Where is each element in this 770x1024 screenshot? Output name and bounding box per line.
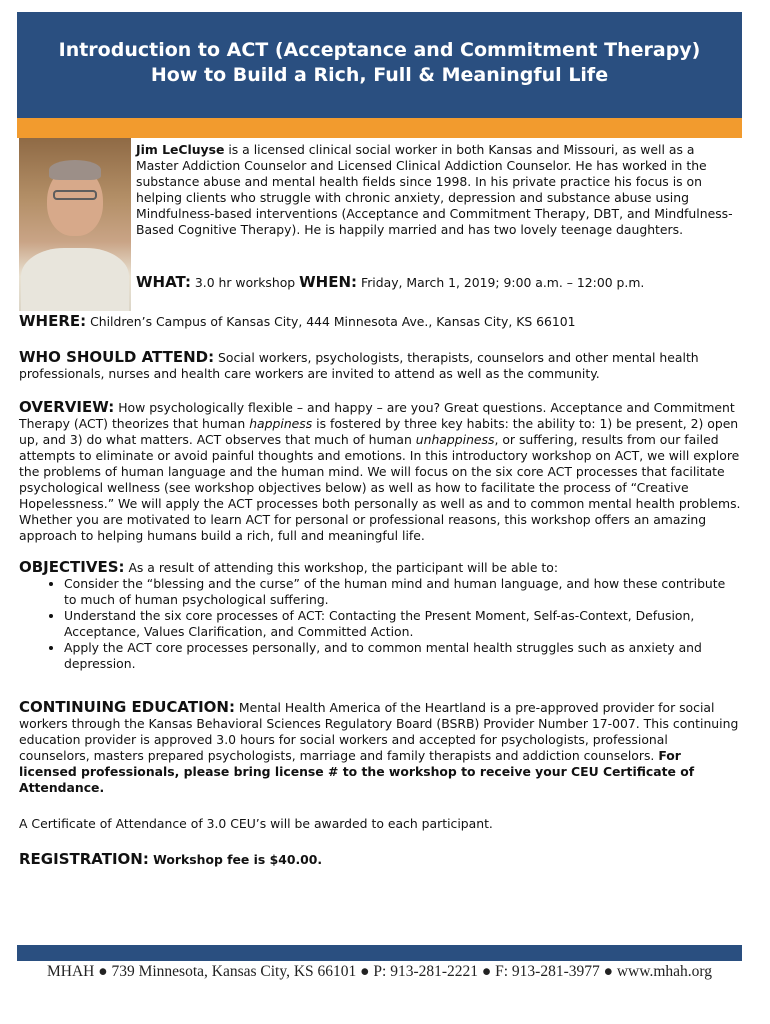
overview-em-happiness: happiness [249,416,313,431]
objectives-list [19,576,741,672]
what-when-line [136,274,736,291]
who-should-attend [19,349,739,382]
overview-section [19,399,741,544]
when-label: WHEN: [299,273,358,291]
objectives-section [19,559,741,672]
certificate-note: A Certificate of Attendance of 3.0 CEU’s will be awarded to each participant. [19,816,493,831]
where-line [19,313,739,330]
title-banner [17,12,742,118]
where-label: WHERE: [19,312,87,330]
registration-label: REGISTRATION: [19,850,149,868]
title-line-1: Introduction to ACT (Acceptance and Commitment Therapy) [58,39,701,61]
what-label: WHAT: [136,273,191,291]
who-label: WHO SHOULD ATTEND: [19,348,215,366]
objective-item: • Understand the six core processes of ACT: Contacting the Present Moment, Self-as-Context, Defusion, Acceptance, Values Clarification, and Committed Action. [64,608,741,640]
bio-text: is a licensed clinical social worker in both Kansas and Missouri, as well as a Master Addiction Counselor and Licensed Clinical Addiction Counselor. He has worked in the substance abuse and mental health fields since 1998. In his private practice his focus is on helping clients who struggle with chronic anxiety, depression and substance abuse using Mindfulness-based interventions (Acceptance and Commitment Therapy, DBT, and Mindfulness-Based Cognitive Therapy). He is happily married and has two lovely teenage daughters. [136,142,733,237]
footer-divider [17,945,742,961]
objectives-label: OBJECTIVES: [19,558,125,576]
overview-text-2: is fostered by three key habits: the ability to: 1) be present, 2) open up, and 3) do what matters. ACT observes that much of human [19,416,739,447]
footer-contact: MHAH ● 739 Minnesota, Kansas City, KS 66101 ● P: 913-281-2221 ● F: 913-281-3977 ● www.mhah.org [46,963,713,980]
presenter-name: Jim LeCluyse [136,142,225,157]
ce-label: CONTINUING EDUCATION: [19,698,235,716]
ce-text: Mental Health America of the Heartland is a pre-approved provider for social workers through the Kansas Behavioral Sciences Regulatory Board (BSRB) Provider Number 17-007. This continuing education provider is approved 3.0 hours for social workers and accepted for psychologists, professional counselors, masters prepared psychologists, marriage and family therapists and addiction counselors. [19,700,739,763]
title-line-2: How to Build a Rich, Full & Meaningful Life [150,64,609,86]
presenter-photo [19,138,131,311]
continuing-education-section [19,699,741,796]
overview-em-unhappiness: unhappiness [415,432,495,447]
registration-value: Workshop fee is $40.00. [148,852,323,867]
overview-text-1: How psychologically flexible – and happy – are you? Great questions. Acceptance and Commitment Therapy (ACT) theorizes that human [19,400,735,431]
objectives-intro: As a result of attending this workshop, the participant will be able to: [124,560,559,575]
overview-label: OVERVIEW: [19,398,115,416]
ce-bold-note: For licensed professionals, please bring license # to the workshop to receive your CEU Certificate of Attendance. [19,748,695,795]
when-value: Friday, March 1, 2019; 9:00 a.m. – 12:00 p.m. [357,275,645,290]
presenter-bio [136,142,736,238]
objective-item: • Consider the “blessing and the curse” of the human mind and human language, and how these contribute to much of human psychological suffering. [64,576,741,608]
where-value: Children’s Campus of Kansas City, 444 Minnesota Ave., Kansas City, KS 66101 [86,314,576,329]
what-value: 3.0 hr workshop [190,275,300,290]
orange-divider [17,118,742,138]
who-value: Social workers, psychologists, therapists, counselors and other mental health professionals, nurses and health care workers are invited to attend as well as the community. [19,350,699,381]
overview-text-3: , or suffering, results from our failed attempts to eliminate or avoid painful thoughts and emotions. In this introductory workshop on ACT, we will explore the problems of human language and the human mind. We will focus on the six core ACT processes that facilitate psychological wellness (see workshop objectives below) as well as how to facilitate the process of “Creative Hopelessness.” We will apply the ACT processes both personally as well as and to common mental health problems. Whether you are motivated to learn ACT for personal or professional reasons, this workshop offers an amazing approach to helping humans build a rich, full and meaningful life. [19,432,741,543]
objective-item: • Apply the ACT core processes personally, and to common mental health struggles such as anxiety and depression. [64,640,741,672]
registration-line [19,851,739,868]
